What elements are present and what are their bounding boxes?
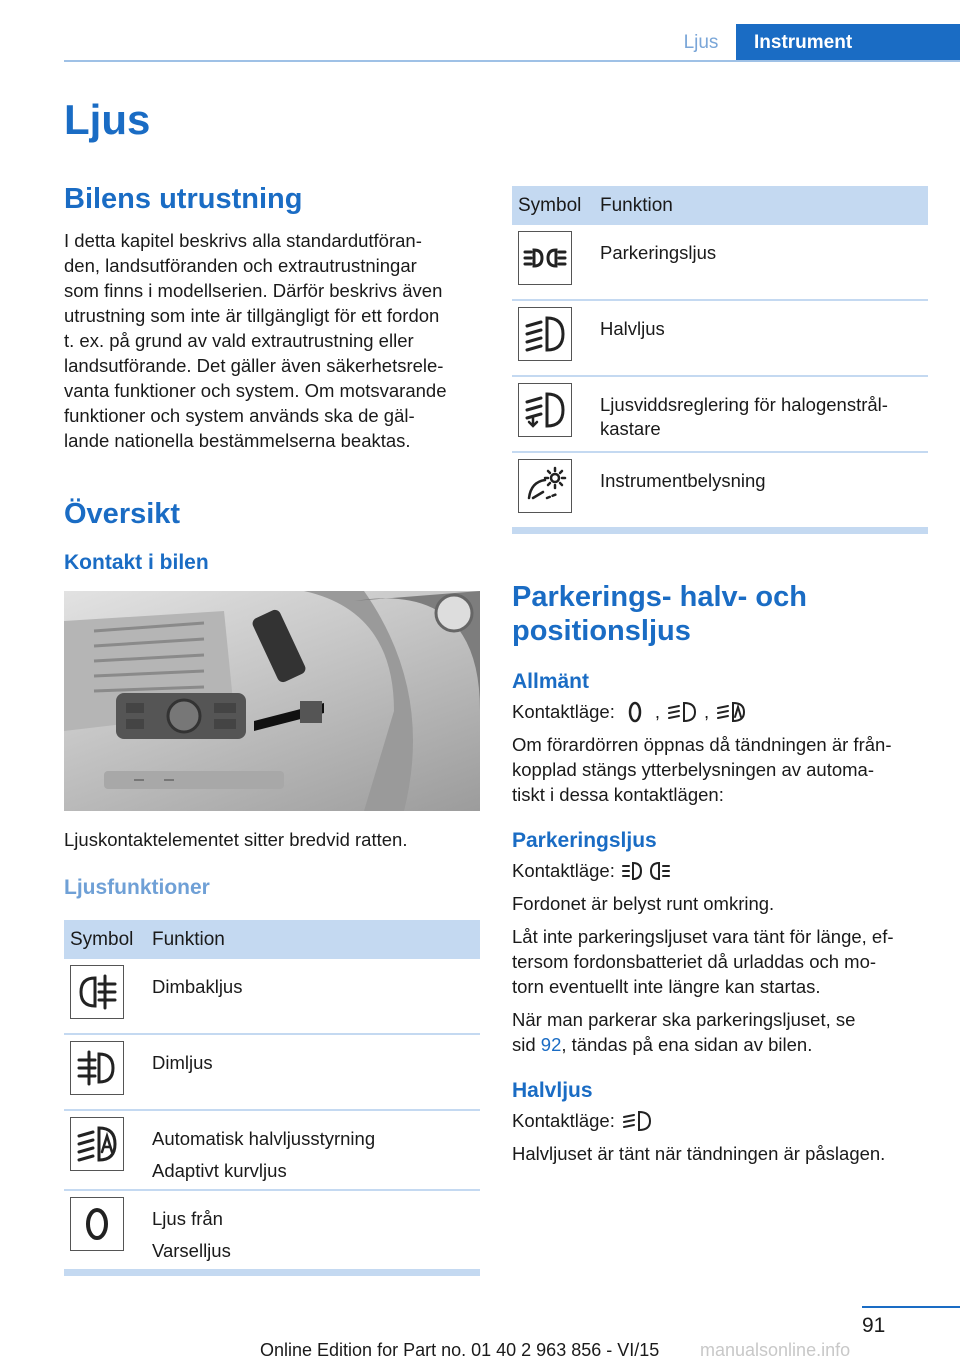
text-line: den, landsutföranden och extrautrustningar bbox=[64, 255, 417, 276]
rear-fog-light-icon bbox=[70, 965, 124, 1019]
low-beam-icon bbox=[666, 700, 698, 724]
function-text: Parkeringsljus bbox=[600, 242, 717, 263]
column-header-symbol: Symbol bbox=[512, 186, 594, 225]
general-contact-positions bbox=[512, 698, 928, 726]
header-tab-ljus[interactable]: Ljus bbox=[683, 32, 719, 53]
table-row bbox=[512, 452, 928, 528]
symbol-cell bbox=[512, 225, 594, 300]
equipment-paragraph bbox=[64, 228, 480, 453]
function-cell bbox=[146, 959, 480, 1034]
lights-off-zero-icon bbox=[70, 1197, 124, 1251]
text-line: lande nationella bestämmelserna beaktas. bbox=[64, 430, 411, 451]
symbol-cell bbox=[64, 1190, 146, 1270]
table-row bbox=[64, 1034, 480, 1110]
headlight-range-icon bbox=[518, 383, 572, 437]
text-line: tiskt i dessa kontaktlägen: bbox=[512, 784, 724, 805]
footer-watermark: manualsonline.info bbox=[700, 1340, 851, 1360]
text-line: funktioner och system används ska de gäl- bbox=[64, 405, 415, 426]
footer-rule bbox=[862, 1306, 960, 1308]
footer-edition: Online Edition for Part no. 01 40 2 963 856 - VI/15 bbox=[260, 1340, 660, 1360]
function-cell bbox=[594, 376, 928, 452]
column-header-function: Funktion bbox=[146, 920, 480, 959]
table-row bbox=[64, 959, 480, 1034]
general-paragraph bbox=[512, 732, 928, 807]
symbol-cell bbox=[512, 300, 594, 376]
parking-paragraph-3 bbox=[512, 1007, 928, 1057]
equipment-heading: Bilens utrustning bbox=[64, 183, 303, 215]
table-row bbox=[512, 300, 928, 376]
text-line: I detta kapitel beskrivs alla standardutföran- bbox=[64, 230, 422, 251]
header-rule bbox=[64, 60, 960, 62]
page-ref-suffix: , tändas på ena sidan av bilen. bbox=[561, 1034, 813, 1055]
lowbeam-contact-position bbox=[512, 1107, 928, 1135]
text-line: landsutförande. Det gäller även säkerhetsrele- bbox=[64, 355, 444, 376]
light-functions-table bbox=[64, 920, 480, 1271]
contact-label: Kontaktläge: bbox=[512, 1110, 615, 1131]
text-line: tersom fordonsbatteriet då urladdas och mo- bbox=[512, 951, 877, 972]
function-text: Ljus från bbox=[152, 1208, 223, 1229]
function-text: kastare bbox=[600, 418, 661, 439]
page-reference-link[interactable]: 92 bbox=[540, 1034, 562, 1055]
header-tab-instrument[interactable]: Instrument bbox=[736, 24, 960, 62]
chapter-title: Ljus bbox=[64, 96, 151, 143]
text-line: som finns i modellserien. Därför beskrivs även bbox=[64, 280, 443, 301]
function-cell bbox=[594, 225, 928, 300]
page-ref-prefix: sid bbox=[512, 1034, 541, 1055]
section-heading-line2: positionsljus bbox=[512, 615, 691, 647]
light-switch-photo bbox=[64, 591, 480, 811]
symbol-cell bbox=[64, 959, 146, 1034]
text-line: torn eventuellt inte längre kan startas. bbox=[512, 976, 821, 997]
table-row bbox=[512, 376, 928, 452]
table-header-row bbox=[512, 186, 928, 225]
column-header-symbol: Symbol bbox=[64, 920, 146, 959]
instrument-lighting-icon bbox=[518, 459, 572, 513]
overview-heading: Översikt bbox=[64, 498, 181, 530]
automatic-headlight-icon bbox=[70, 1117, 124, 1171]
general-heading: Allmänt bbox=[512, 670, 590, 693]
right-column bbox=[512, 186, 928, 1166]
text-line: När man parkerar ska parkeringsljuset, se bbox=[512, 1009, 856, 1030]
left-column bbox=[64, 182, 480, 1276]
function-text: Ljusviddsreglering för halogenstrål- bbox=[600, 394, 888, 415]
contact-label: Kontaktläge: bbox=[512, 860, 615, 881]
function-text: Halvljus bbox=[600, 318, 665, 339]
separator-comma: , bbox=[654, 701, 660, 722]
text-line: vanta funktioner och system. Om motsvarande bbox=[64, 380, 447, 401]
function-cell bbox=[594, 300, 928, 376]
function-text: Instrumentbelysning bbox=[600, 470, 766, 491]
function-cell bbox=[146, 1110, 480, 1190]
contact-label: Kontaktläge: bbox=[512, 701, 615, 722]
table-row bbox=[64, 1190, 480, 1270]
table-row bbox=[64, 1110, 480, 1190]
photo-caption: Ljuskontaktelementet sitter bredvid ratten. bbox=[64, 829, 408, 850]
parking-light-icon bbox=[518, 231, 572, 285]
column-header-function: Funktion bbox=[594, 186, 928, 225]
text-line: kopplad stängs ytterbelysningen av automa- bbox=[512, 759, 874, 780]
low-beam-icon bbox=[621, 1109, 653, 1133]
symbol-cell bbox=[512, 452, 594, 528]
text-line: Om förardörren öppnas då tändningen är från- bbox=[512, 734, 892, 755]
function-text: Automatisk halvljusstyrning bbox=[152, 1128, 376, 1149]
parking-heading: Parkeringsljus bbox=[512, 829, 657, 852]
low-beam-icon bbox=[518, 307, 572, 361]
parking-paragraph-1: Fordonet är belyst runt omkring. bbox=[512, 893, 775, 914]
function-text: Varselljus bbox=[152, 1240, 231, 1261]
text-line: t. ex. på grund av vald extrautrustning eller bbox=[64, 330, 414, 351]
function-cell bbox=[594, 452, 928, 528]
front-fog-light-icon bbox=[70, 1041, 124, 1095]
light-functions-table-continued bbox=[512, 186, 928, 529]
text-line bbox=[512, 1032, 928, 1057]
lowbeam-paragraph: Halvljuset är tänt när tändningen är påslagen. bbox=[512, 1143, 886, 1164]
page-number: 91 bbox=[862, 1314, 886, 1337]
parking-contact-position bbox=[512, 857, 928, 885]
function-text: Dimljus bbox=[152, 1052, 213, 1073]
lowbeam-heading: Halvljus bbox=[512, 1079, 593, 1102]
section-heading-line1: Parkerings- halv- och bbox=[512, 581, 807, 613]
separator-comma: , bbox=[704, 701, 710, 722]
symbol-cell bbox=[64, 1110, 146, 1190]
section-heading bbox=[512, 580, 928, 648]
zero-position-icon bbox=[621, 700, 649, 724]
table-header-row bbox=[64, 920, 480, 959]
contact-heading: Kontakt i bilen bbox=[64, 551, 209, 574]
symbol-cell bbox=[64, 1034, 146, 1110]
table-row bbox=[512, 225, 928, 300]
function-text: Dimbakljus bbox=[152, 976, 243, 997]
parking-light-icon bbox=[621, 859, 671, 883]
symbol-cell bbox=[512, 376, 594, 452]
text-line: Låt inte parkeringsljuset vara tänt för länge, ef- bbox=[512, 926, 894, 947]
table-bottom-rule bbox=[512, 529, 928, 534]
function-cell bbox=[146, 1034, 480, 1110]
function-cell bbox=[146, 1190, 480, 1270]
dashboard-illustration bbox=[64, 591, 480, 811]
parking-paragraph-2 bbox=[512, 924, 928, 999]
text-line: utrustning som inte är tillgängligt för ett fordon bbox=[64, 305, 440, 326]
table-bottom-rule bbox=[64, 1271, 480, 1276]
automatic-headlight-icon bbox=[715, 700, 747, 724]
functions-heading: Ljusfunktioner bbox=[64, 876, 210, 899]
function-text: Adaptivt kurvljus bbox=[152, 1160, 287, 1181]
